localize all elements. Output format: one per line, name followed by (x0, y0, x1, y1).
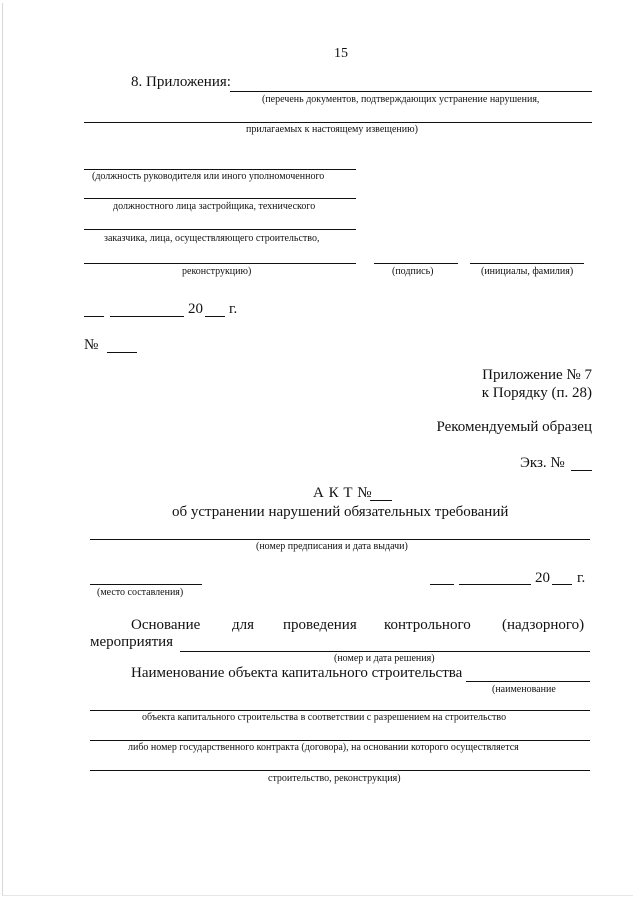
recommended-sample: Рекомендуемый образец (436, 419, 592, 435)
basis-word-4: контрольного (384, 617, 471, 633)
month-blank (110, 316, 184, 317)
year-blank (205, 316, 225, 317)
attachments-line-2 (84, 122, 592, 123)
year-prefix: 20 (188, 301, 203, 317)
number-sign: № (84, 337, 99, 353)
object-line-3 (90, 740, 590, 741)
object-caption-d: строительство, реконструкция) (268, 773, 401, 784)
position-caption-4: реконструкцию) (182, 266, 252, 277)
document-page (2, 3, 633, 896)
act-day-blank (430, 584, 454, 585)
act-year-suffix: г. (577, 570, 586, 586)
object-caption-c: либо номер государственного контракта (договора), на основании которого осуществляется (128, 742, 519, 753)
position-line-3 (84, 229, 356, 230)
act-year-blank (552, 584, 572, 585)
position-line-1 (84, 169, 356, 170)
signature-caption: (подпись) (392, 266, 434, 277)
copy-number-label: Экз. № (520, 455, 565, 471)
decision-caption: (номер и дата решения) (334, 653, 435, 664)
object-label: Наименование объекта капитального строительства (131, 665, 463, 681)
section-8-heading: 8. Приложения: (131, 74, 231, 90)
year-suffix: г. (229, 301, 238, 317)
act-subtitle: об устранении нарушений обязательных требований (172, 504, 509, 520)
object-line-2 (90, 710, 590, 711)
attachments-line (230, 91, 592, 92)
initials-line (470, 263, 584, 264)
object-caption-a: (наименование (492, 684, 556, 695)
act-number-blank (370, 500, 392, 501)
object-name-line (466, 681, 590, 682)
number-blank (107, 352, 137, 353)
initials-caption: (инициалы, фамилия) (481, 266, 574, 277)
basis-word-3: проведения (283, 617, 357, 633)
page-number: 15 (334, 46, 348, 61)
act-year-prefix: 20 (535, 570, 550, 586)
prescription-line (90, 539, 590, 540)
appendix-line-2: к Порядку (п. 28) (481, 385, 592, 401)
basis-label: мероприятия (90, 634, 174, 650)
day-blank (84, 316, 104, 317)
object-caption-b: объекта капитального строительства в соответствии с разрешением на строительство (142, 712, 507, 723)
copy-number-blank (571, 470, 592, 471)
basis-word-1: Основание (131, 617, 201, 633)
position-line-2 (84, 198, 356, 199)
act-title: А К Т № (313, 485, 373, 501)
position-caption-2: должностного лица застройщика, технического (113, 201, 316, 212)
basis-word-5: (надзорного) (502, 617, 585, 633)
position-line-4 (84, 263, 356, 264)
signature-line (374, 263, 458, 264)
position-caption-1: (должность руководителя или иного уполномоченного (92, 171, 325, 182)
act-month-blank (459, 584, 531, 585)
appendix-line-1: Приложение № 7 (482, 367, 592, 383)
attachments-caption-1: (перечень документов, подтверждающих устранение нарушения, (262, 94, 540, 105)
place-line (90, 584, 202, 585)
place-caption: (место составления) (97, 587, 184, 598)
prescription-caption: (номер предписания и дата выдачи) (256, 541, 408, 552)
position-caption-3: заказчика, лица, осуществляющего строительство, (104, 233, 320, 244)
object-line-4 (90, 770, 590, 771)
basis-word-2: для (232, 617, 255, 633)
attachments-caption-2: прилагаемых к настоящему извещению) (246, 124, 418, 135)
decision-line (180, 651, 590, 652)
